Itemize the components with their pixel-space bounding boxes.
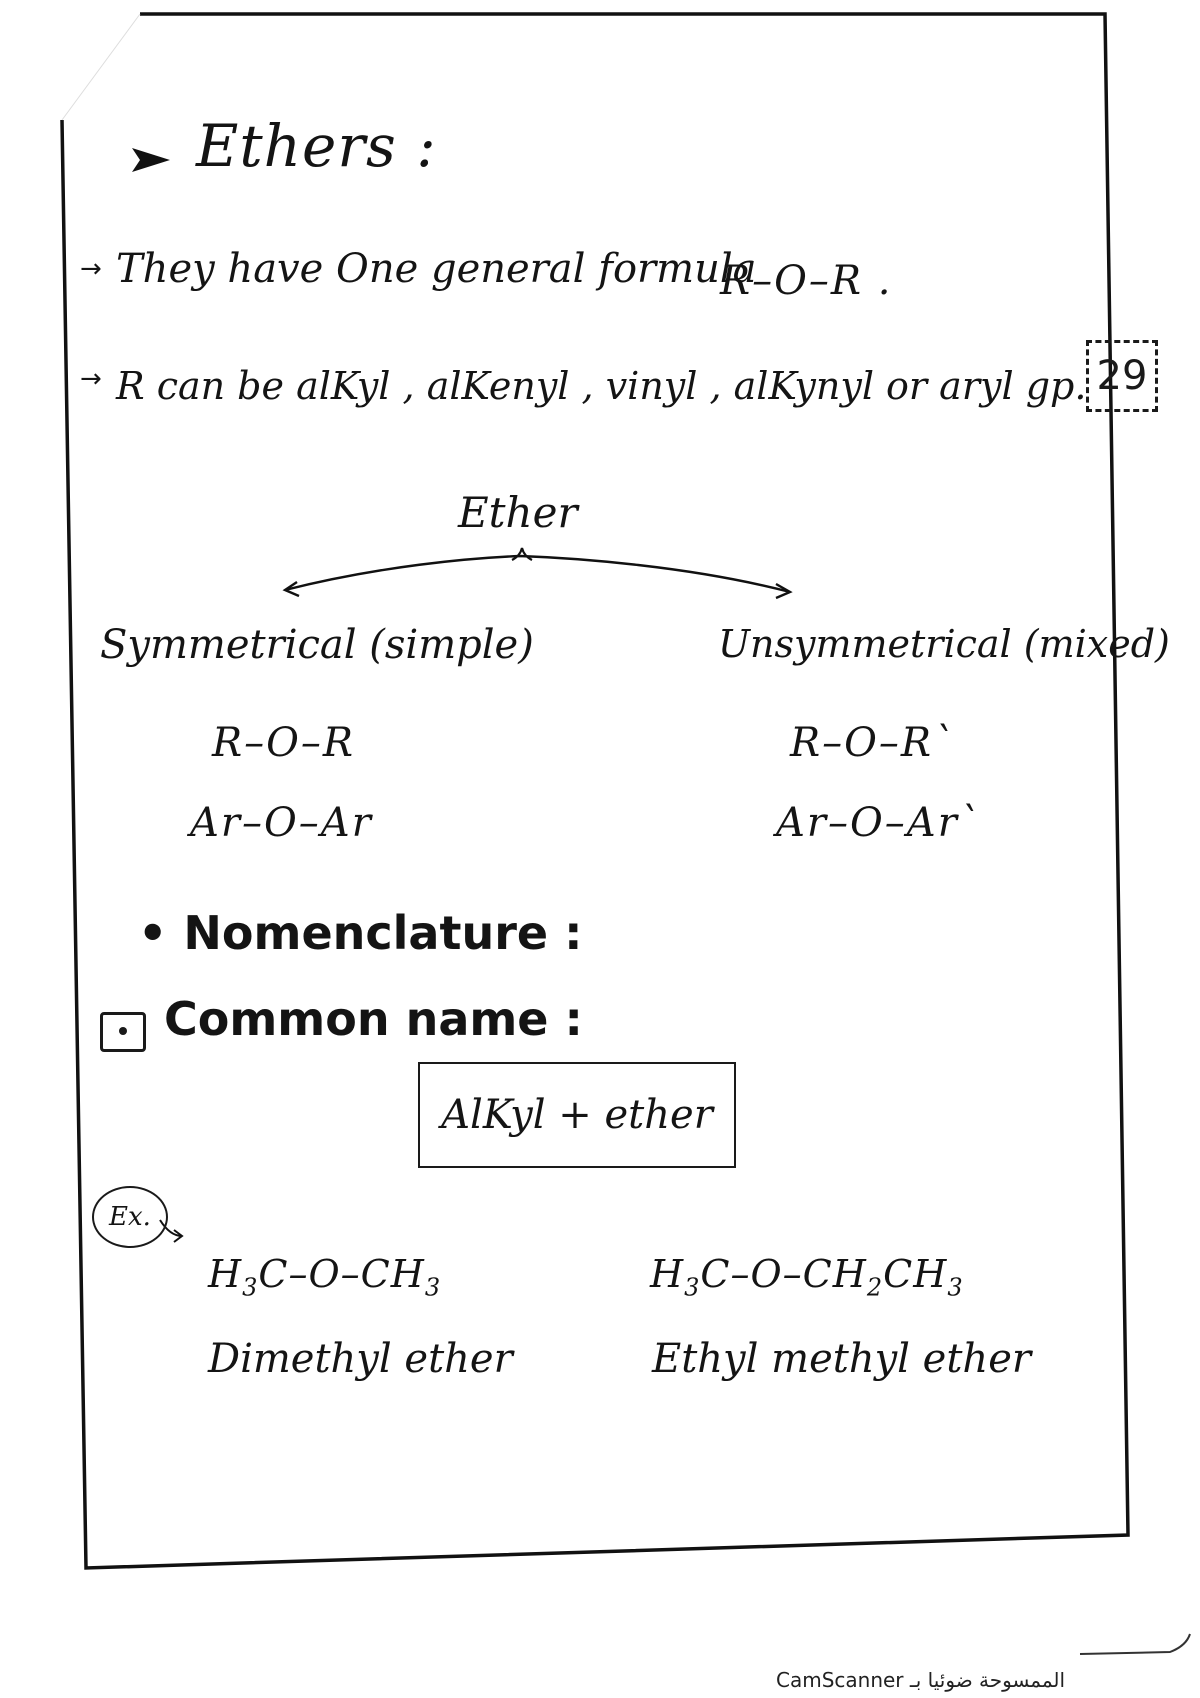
unsymmetrical-formula-2: Ar–O–Ar` — [776, 800, 981, 846]
symmetrical-formula-1: R–O–R — [212, 720, 356, 766]
naming-rule-box — [418, 1062, 736, 1168]
example-formula-1 — [208, 1252, 441, 1302]
page-title: Ethers : — [196, 112, 437, 180]
unsymmetrical-formula-1: R–O–R` — [790, 720, 956, 766]
formula-part: C–O–CH — [700, 1252, 867, 1296]
unsymmetrical-heading: Unsymmetrical (mixed) — [718, 622, 1170, 666]
example-label: Ex. — [109, 1202, 151, 1232]
example-badge — [92, 1186, 168, 1248]
common-name-heading: Common name : — [164, 992, 583, 1046]
example-name-1: Dimethyl ether — [208, 1336, 513, 1382]
intro-arrow-icon-2: → — [80, 364, 102, 394]
naming-rule: AlKyl + ether — [441, 1092, 713, 1138]
intro-arrow-icon: → — [80, 254, 102, 284]
example-name-2: Ethyl methyl ether — [652, 1336, 1031, 1382]
title-bullet-icon — [130, 142, 174, 178]
nomenclature-heading-text: Nomenclature : — [183, 906, 583, 960]
formula-subscript: 3 — [947, 1273, 964, 1302]
bullet-dot-icon: • — [138, 906, 168, 960]
branch-arrows — [285, 556, 790, 592]
formula-part: H — [208, 1252, 243, 1296]
formula-subscript: 3 — [242, 1273, 259, 1302]
formula-part: C–O–CH — [258, 1252, 425, 1296]
intro-line-1: They have One general formula — [116, 246, 757, 292]
formula-subscript: 2 — [866, 1273, 884, 1302]
general-formula: R–O–R . — [720, 258, 893, 304]
scanner-watermark: CamScanner الممسوحة ضوئيا بـ — [776, 1668, 1066, 1692]
symmetrical-heading: Symmetrical (simple) — [100, 622, 534, 668]
nomenclature-heading — [138, 906, 583, 960]
formula-subscript: 3 — [424, 1273, 442, 1302]
symmetrical-formula-2: Ar–O–Ar — [190, 800, 373, 846]
classification-root: Ether — [458, 488, 578, 537]
checkbox-bullet-icon — [100, 1012, 146, 1052]
intro-line-2: R can be alKyl , alKenyl , vinyl , alKynyl or aryl gp. — [116, 364, 1087, 408]
page-number: 29 — [1086, 340, 1158, 412]
formula-part: H — [650, 1252, 685, 1296]
formula-subscript: 3 — [684, 1273, 701, 1302]
example-formula-2 — [650, 1252, 964, 1302]
formula-part: CH — [883, 1252, 948, 1296]
